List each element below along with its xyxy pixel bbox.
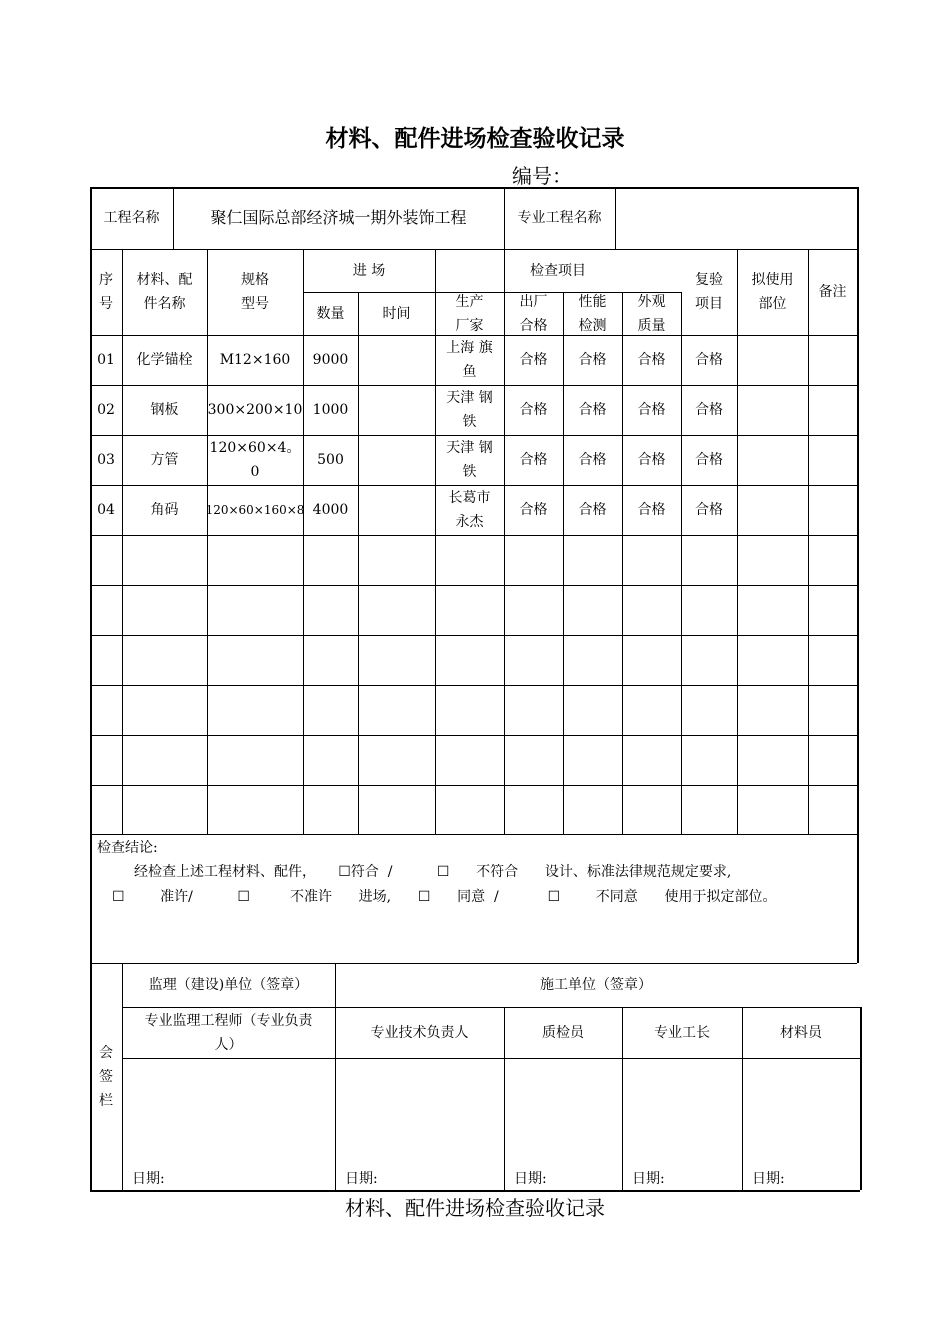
conclusion-line-2: ☐ 准许/ ☐ 不准许 进场, ☐ 同意 / ☐ 不同意 使用于拟定部位。 [112, 889, 777, 905]
table-cell-remark [808, 435, 857, 485]
table-cell-maker: 长葛市 永杰 [448, 490, 491, 530]
header-seq: 序 号 [99, 272, 113, 312]
table-border [90, 585, 857, 586]
table-cell-maker: 天津 钢 铁 [446, 440, 493, 480]
supervision-unit-header: 监理（建设)单位（签章） [148, 977, 309, 993]
table-cell-remark [808, 335, 857, 385]
signoff-date-3: 日期: [632, 1171, 665, 1187]
table-cell-time [358, 385, 435, 435]
table-cell-recheck: 合格 [695, 502, 723, 518]
table-border [122, 1058, 860, 1059]
header-inspection-items: 检查项目 [530, 262, 586, 279]
table-cell-qty: 9000 [312, 352, 349, 368]
signoff-role-3: 专业工长 [654, 1024, 710, 1041]
header-intended-location: 拟使用 部位 [751, 272, 794, 312]
table-border [860, 1007, 862, 1190]
table-cell-recheck: 合格 [695, 352, 723, 368]
table-cell-time [358, 335, 435, 385]
table-cell-maker: 上海 旗 鱼 [446, 340, 493, 380]
table-border [90, 785, 857, 786]
table-cell-factory: 合格 [519, 502, 548, 518]
table-cell-recheck: 合格 [695, 402, 723, 418]
table-border [90, 685, 857, 686]
header-material-name: 材料、配 件名称 [136, 272, 193, 312]
document-footer: 材料、配件进场检查验收记录 [345, 1196, 605, 1220]
header-recheck-items: 复验 项目 [695, 272, 723, 312]
project-name-label: 工程名称 [103, 210, 160, 226]
header-time: 时间 [382, 305, 411, 322]
header-factory-qualified: 出厂 合格 [519, 293, 548, 334]
table-cell-seq: 04 [97, 502, 115, 518]
table-border [90, 535, 857, 536]
signoff-date-1: 日期: [345, 1171, 378, 1187]
table-cell-qty: 500 [317, 452, 344, 468]
conclusion-label: 检查结论: [97, 840, 158, 856]
table-cell-qty: 4000 [312, 502, 349, 518]
table-cell-appear: 合格 [637, 352, 666, 368]
table-cell-name: 角码 [150, 502, 179, 518]
table-cell-location [737, 485, 808, 535]
table-cell-recheck: 合格 [695, 452, 723, 468]
table-cell-spec: M12×160 [219, 352, 291, 368]
table-cell-perf: 合格 [578, 452, 607, 468]
conclusion-line-1: 经检查上述工程材料、配件， ☐符合 / ☐ 不符合 设计、标准法律规范规定要求, [134, 864, 732, 880]
table-cell-factory: 合格 [519, 402, 548, 418]
document-title: 材料、配件进场检查验收记录 [325, 125, 625, 152]
table-cell-perf: 合格 [578, 352, 607, 368]
table-cell-seq: 01 [97, 352, 115, 368]
specialty-name-label: 专业工程名称 [517, 210, 602, 226]
signoff-date-2: 日期: [514, 1171, 547, 1187]
table-border [90, 635, 857, 636]
document-number-label: 编号： [512, 164, 572, 188]
table-cell-spec: 120×60×160×8 [205, 503, 305, 517]
table-cell-remark [808, 385, 857, 435]
table-cell-seq: 02 [97, 402, 115, 418]
header-manufacturer: 生产 厂家 [455, 293, 484, 334]
table-cell-location [737, 435, 808, 485]
table-cell-seq: 03 [97, 452, 115, 468]
table-border [857, 187, 859, 963]
table-cell-maker: 天津 钢 铁 [446, 390, 493, 430]
signoff-role-0: 专业监理工程师（专业负责 人） [144, 1012, 313, 1053]
table-border [90, 834, 857, 835]
table-cell-name: 化学锚栓 [136, 352, 193, 368]
table-cell-location [737, 385, 808, 435]
table-cell-remark [808, 485, 857, 535]
table-cell-perf: 合格 [578, 402, 607, 418]
table-cell-spec: 300×200×10 [207, 402, 303, 418]
table-cell-name: 钢板 [150, 402, 179, 418]
table-cell-appear: 合格 [637, 452, 666, 468]
signoff-role-4: 材料员 [780, 1024, 822, 1041]
signoff-label: 会 签 栏 [99, 1044, 113, 1109]
header-performance-test: 性能 检测 [578, 293, 607, 334]
header-entry: 进 场 [352, 262, 386, 279]
table-cell-time [358, 485, 435, 535]
signoff-role-1: 专业技术负责人 [370, 1024, 469, 1041]
table-cell-qty: 1000 [312, 402, 349, 418]
table-cell-time [358, 435, 435, 485]
table-cell-factory: 合格 [519, 352, 548, 368]
construction-unit-header: 施工单位（签章） [540, 977, 652, 993]
signoff-date-4: 日期: [752, 1171, 785, 1187]
signoff-role-2: 质检员 [542, 1024, 584, 1041]
specialty-name-value [615, 187, 857, 249]
header-remark: 备注 [818, 284, 847, 300]
table-cell-appear: 合格 [637, 502, 666, 518]
table-cell-perf: 合格 [578, 502, 607, 518]
signoff-date-0: 日期: [132, 1171, 165, 1187]
table-cell-location [737, 335, 808, 385]
table-cell-factory: 合格 [519, 452, 548, 468]
table-cell-spec: 120×60×4。0 [209, 440, 301, 480]
project-name-value: 聚仁国际总部经济城一期外装饰工程 [210, 208, 467, 227]
header-quantity: 数量 [316, 305, 345, 322]
header-appearance-quality: 外观 质量 [637, 293, 666, 334]
table-cell-appear: 合格 [637, 402, 666, 418]
table-border [90, 735, 857, 736]
header-spec-model: 规格 型号 [241, 272, 269, 312]
table-cell-name: 方管 [150, 452, 179, 468]
